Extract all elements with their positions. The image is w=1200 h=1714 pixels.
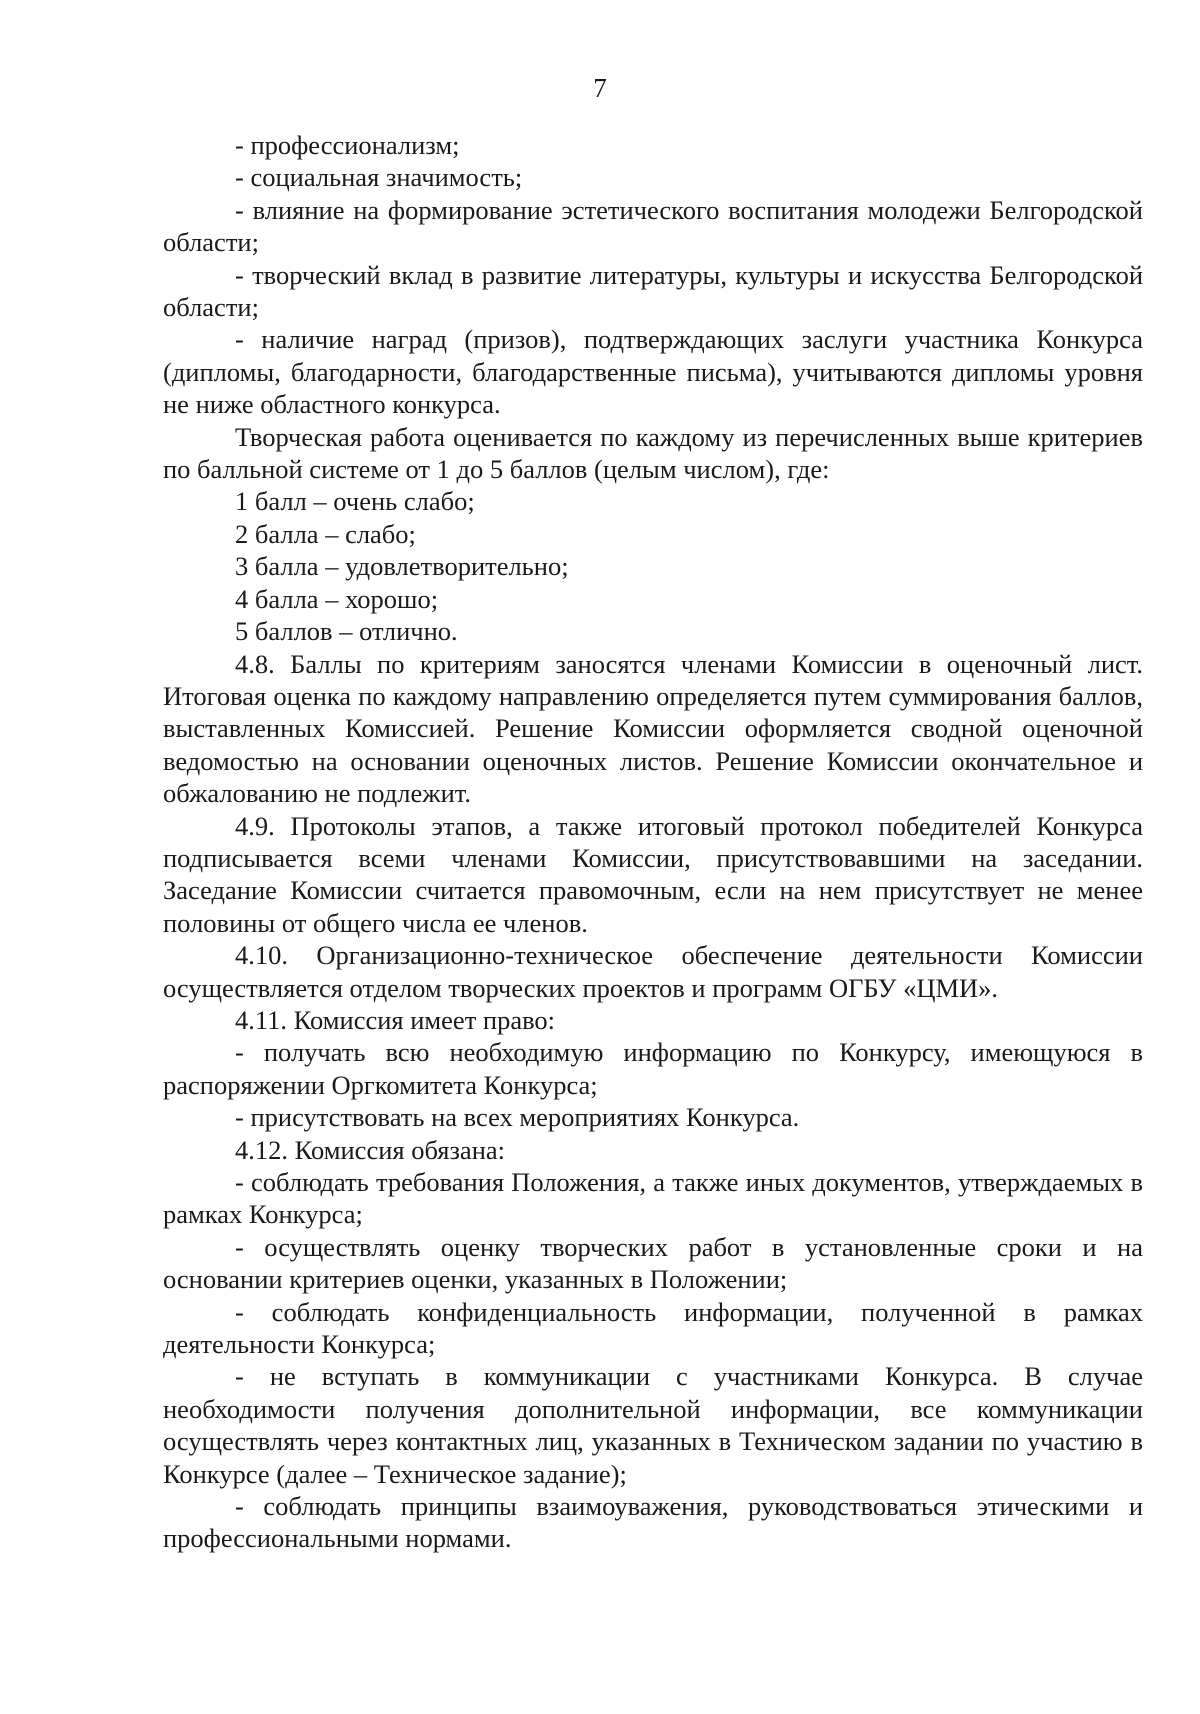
score-item: 3 балла – удовлетворительно; [235,551,569,582]
list-item: - соблюдать принципы взаимоуважения, руководствоваться этическими и профессиональными нормами. [163,1491,1143,1554]
list-item: - соблюдать требования Положения, а также иных документов, утверждаемых в рамках Конкурса; [163,1167,1143,1230]
list-item: - наличие наград (призов), подтверждающих заслуги участника Конкурса (дипломы, благодарности, благодарственные письма), учитываются дипломы уровня не ниже областного конкурса. [163,324,1143,420]
score-item: 1 балл – очень слабо; [235,486,475,517]
score-item: 4 балла – хорошо; [235,583,439,614]
list-item: - влияние на формирование эстетического воспитания молодежи Белгородской области; [163,194,1143,258]
list-item: - осуществлять оценку творческих работ в установленные сроки и на основании критериев оценки, указанных в Положении; [163,1231,1143,1295]
list-item: - получать всю необходимую информацию по Конкурсу, имеющуюся в распоряжении Оргкомитета Конкурса; [163,1037,1143,1100]
score-item: 2 балла – слабо; [235,518,416,549]
list-item: - социальная значимость; [235,162,523,193]
paragraph: 4.11. Комиссия имеет право: [235,1004,556,1035]
list-item: - присутствовать на всех мероприятиях Конкурса. [235,1102,800,1133]
list-item: - творческий вклад в развитие литературы, культуры и искусства Белгородской области; [163,259,1143,323]
paragraph: 4.10. Организационно-техническое обеспечение деятельности Комиссии осуществляется отделом творческих проектов и программ ОГБУ «ЦМИ». [163,940,1143,1003]
paragraph: Творческая работа оценивается по каждому из перечисленных выше критериев по балльной системе от 1 до 5 баллов (целым числом), где: [163,421,1143,485]
list-item: - не вступать в коммуникации с участниками Конкурса. В случае необходимости получения дополнительной информации, все коммуникации осуществлять через контактных лиц, указанных в Техническом задании по участию в Конкурсе (далее – Техническое задание); [163,1361,1143,1489]
list-item: - соблюдать конфиденциальность информации, полученной в рамках деятельности Конкурса; [163,1296,1143,1360]
document-body [163,129,1143,1555]
page-number: 7 [593,73,607,103]
paragraph: 4.12. Комиссия обязана: [235,1134,505,1165]
score-item: 5 баллов – отлично. [235,616,458,647]
paragraph: 4.9. Протоколы этапов, а также итоговый протокол победителей Конкурса подписывается всеми членами Комиссии, присутствовавшими на заседании. Заседание Комиссии считается правомочным, если на нем присутствует не менее половины от общего числа ее членов. [163,810,1143,938]
list-item: - профессионализм; [235,130,460,160]
paragraph: 4.8. Баллы по критериям заносятся членами Комиссии в оценочный лист. Итоговая оценка по каждому направлению определяется путем суммирования баллов, выставленных Комиссией. Решение Комиссии оформляется сводной оценочной ведомостью на основании оценочных листов. Решение Комиссии окончательное и обжалованию не подлежит. [163,648,1143,809]
